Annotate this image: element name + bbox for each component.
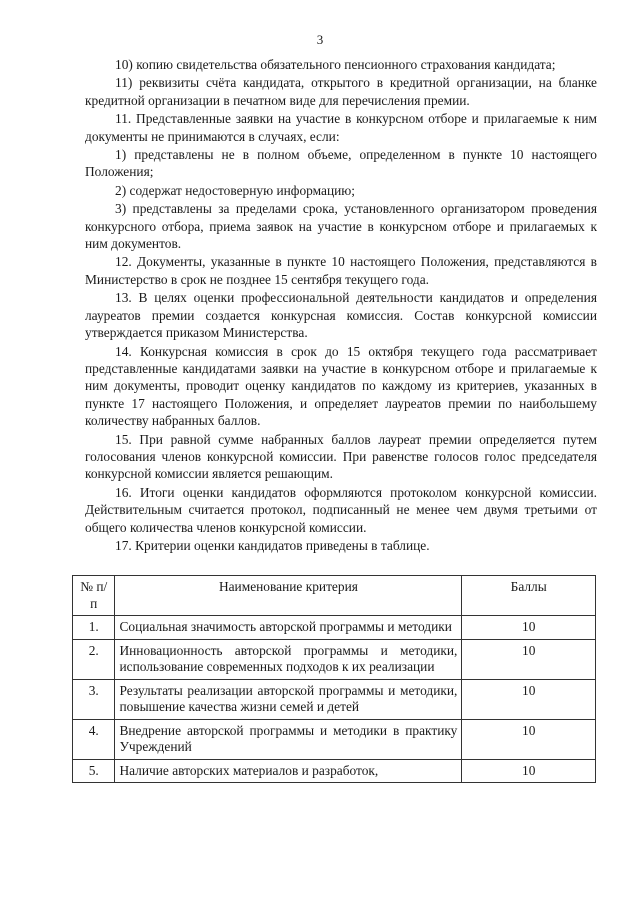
header-score: Баллы: [462, 576, 596, 616]
paragraph: 14. Конкурсная комиссия в срок до 15 октября текущего года рассматривает представленные кандидатами заявки на участие в конкурсном отборе и прилагаемые к ним документы, проводит оценку кандидатов по каждому из критериев, указанных в пункте 17 настоящего Положения, и определяет лауреатов премии по наибольшему количеству набранных баллов.: [85, 343, 597, 429]
table-row: [73, 679, 596, 719]
table-row: [73, 719, 596, 759]
row-criterion: Наличие авторских материалов и разработок,: [115, 759, 462, 783]
row-score: 10: [462, 719, 596, 759]
criteria-table: [72, 575, 596, 783]
row-number: 3.: [73, 679, 115, 719]
paragraph: 13. В целях оценки профессиональной деятельности кандидатов и определения лауреатов премии создается конкурсная комиссия. Состав конкурсной комиссии утверждается приказом Министерства.: [85, 290, 597, 341]
paragraph: 11. Представленные заявки на участие в конкурсном отборе и прилагаемые к ним документы не принимаются в случаях, если:: [85, 111, 597, 144]
row-criterion: Результаты реализации авторской программы и методики, повышение качества жизни семей и детей: [115, 679, 462, 719]
table-row: [73, 639, 596, 679]
row-criterion: Социальная значимость авторской программы и методики: [115, 616, 462, 640]
row-criterion: Внедрение авторской программы и методики в практику Учреждений: [115, 719, 462, 759]
row-number: 2.: [73, 639, 115, 679]
header-criterion: Наименование критерия: [115, 576, 462, 616]
table-row: [73, 759, 596, 783]
paragraph: 17. Критерии оценки кандидатов приведены в таблице.: [115, 537, 430, 553]
paragraph: 10) копию свидетельства обязательного пенсионного страхования кандидата;: [115, 57, 556, 72]
row-number: 5.: [73, 759, 115, 783]
paragraph: 12. Документы, указанные в пункте 10 настоящего Положения, представляются в Министерство в срок не позднее 15 сентября текущего года.: [85, 254, 597, 287]
row-number: 1.: [73, 616, 115, 640]
page-number: 3: [316, 32, 324, 47]
paragraph: 2) содержат недостоверную информацию;: [115, 182, 356, 198]
row-score: 10: [462, 679, 596, 719]
row-number: 4.: [73, 719, 115, 759]
paragraph: 1) представлены не в полном объеме, определенном в пункте 10 настоящего Положения;: [85, 147, 597, 180]
row-criterion: Инновационность авторской программы и методики, использование современных подходов к их реализации: [115, 639, 462, 679]
header-number: № п/п: [73, 576, 115, 616]
document-body: [85, 56, 597, 555]
paragraph: 11) реквизиты счёта кандидата, открытого в кредитной организации, на бланке кредитной организации в печатном виде для перечисления премии.: [85, 75, 597, 108]
table-header-row: [73, 576, 596, 616]
table-row: [73, 616, 596, 640]
paragraph: 16. Итоги оценки кандидатов оформляются протоколом конкурсной комиссии. Действительным считается протокол, подписанный не менее чем двумя третьими от общего количества членов конкурсной комиссии.: [85, 484, 597, 535]
row-score: 10: [462, 639, 596, 679]
row-score: 10: [462, 616, 596, 640]
paragraph: 15. При равной сумме набранных баллов лауреат премии определяется путем голосования членов конкурсной комиссии. При равенстве голосов голос председателя конкурсной комиссии является решающим.: [85, 431, 597, 482]
row-score: 10: [462, 759, 596, 783]
paragraph: 3) представлены за пределами срока, установленного организатором проведения конкурсного отбора, приема заявок на участие в конкурсном отборе и прилагаемых к ним документов.: [85, 201, 597, 252]
